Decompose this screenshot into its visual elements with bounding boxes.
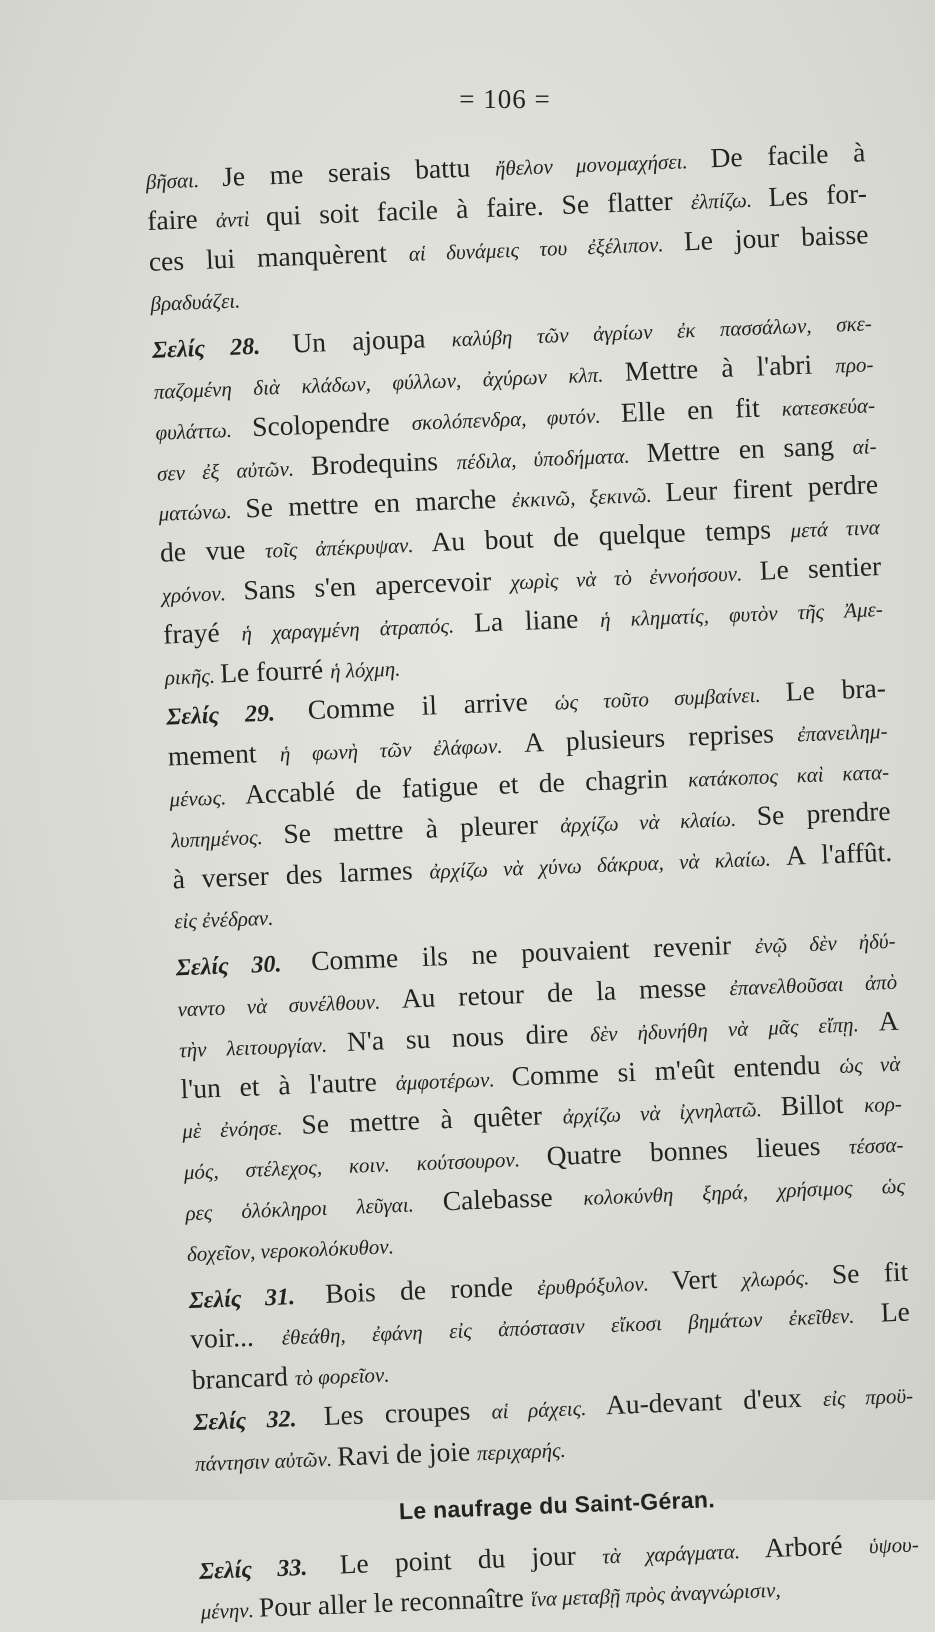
greek-translation: ἀμφοτέρων. — [395, 1066, 513, 1095]
text-line: μένην. Pour aller le reconnaître ἵνα μεταβῇ πρὸς ἀναγνώρισιν, — [200, 1577, 782, 1625]
greek-translation: ἀρχίζω νὰ ἰχνηλατῶ. — [562, 1096, 782, 1129]
greek-translation: εἰς προϋ- — [822, 1383, 914, 1411]
text-line: frayé ἡ χαραγμένη ἀτραπός. La liane ἡ κληματίς, φυτὸν τῆς Ἀμε- — [162, 596, 884, 650]
greek-translation: ἐλπίζω. — [690, 186, 769, 214]
text-line: ρικῆς. Le fourré ἡ λόχμη. — [164, 652, 401, 690]
greek-translation: μένην. — [200, 1597, 260, 1625]
text-line: Σελίς 28. Un ajoupa καλύβη τῶν ἀγρίων ἐκ πασσάλων, σκε- — [151, 311, 873, 365]
greek-translation: τέσσα- — [848, 1132, 904, 1159]
greek-translation: χωρὶς νὰ τὸ ἐννοήσουν. — [509, 560, 761, 595]
greek-translation: τὴν λειτουργίαν. — [178, 1031, 348, 1063]
greek-translation: κολοκύνθη ξηρά, χρήσιμος ὡς — [582, 1173, 906, 1210]
page-reference: Σελίς 28. — [151, 333, 261, 365]
page-reference: Σελίς 32. — [192, 1406, 298, 1436]
greek-translation: βῆσαι. — [145, 167, 223, 194]
page-number: = 106 = — [459, 84, 551, 114]
greek-translation: ἡ λόχμη. — [329, 656, 401, 683]
text-line: Σελίς 32. Les croupes αἱ ράχεις. Au-devant d'eux εἰς προϋ- — [192, 1380, 914, 1436]
text-line: μένως. Accablé de fatigue et de chagrin κατάκοπος καὶ κατα- — [169, 759, 890, 812]
greek-translation: ὡς τοῦτο συμβαίνει. — [554, 682, 787, 716]
greek-translation: ἐκκινῶ, ξεκινῶ. — [511, 482, 667, 513]
greek-translation: αἱ δυνάμεις του ἐξέλιπον. — [408, 230, 685, 266]
text-line: παζομένη διὰ κλάδων, φύλλων, ἀχύρων κλπ. Mettre à l'abri προ- — [153, 347, 874, 404]
text-line: μός, στέλεχος, κοιν. κούτσουρον. Quatre bonnes lieues τέσσα- — [183, 1128, 904, 1185]
text-line: l'un et à l'autre ἀμφοτέρων. Comme si m'eût entendu ὡς νὰ — [180, 1047, 901, 1104]
text-line: brancard τὸ φορεῖον. — [191, 1360, 390, 1396]
greek-translation: πέδιλα, ὑποδήματα. — [456, 442, 648, 474]
greek-translation: κατάκοπος καὶ κατα- — [687, 759, 890, 792]
greek-translation: παζομένη διὰ κλάδων, φύλλων, ἀχύρων κλπ. — [153, 361, 626, 404]
greek-translation: δοχεῖον, νεροκολόκυθον. — [186, 1233, 395, 1266]
greek-translation: κατεσκεύα- — [781, 392, 876, 421]
page-reference: Σελίς 33. — [198, 1554, 308, 1585]
page-reference: Σελίς 30. — [175, 951, 283, 982]
greek-translation: τὰ χαράγματα. — [601, 1537, 766, 1568]
greek-translation: ἀρχίζω νὰ χύνω δάκρυα, νὰ κλαίω. — [429, 845, 787, 884]
greek-translation: αἱ- — [852, 433, 877, 459]
text-line: Σελίς 29. Comme il arrive ὡς τοῦτο συμβαίνει. Le bra- — [165, 672, 887, 731]
greek-translation: περιχαρής. — [476, 1437, 567, 1465]
greek-translation: ἡ κληματίς, φυτὸν τῆς Ἀμε- — [599, 596, 884, 632]
greek-translation: ἡ χαραγμένη ἀτραπός. — [240, 612, 475, 646]
text-line: φυλάττω. Scolopendre σκολόπενδρα, φυτόν. Elle en fit κατεσκεύα- — [154, 390, 876, 445]
text-line: ces lui manquèrent αἱ δυνάμεις του ἐξέλιπον. Le jour baisse — [148, 217, 869, 277]
greek-translation: βραδυάζει. — [150, 288, 241, 317]
greek-translation: λυπημένος. — [170, 823, 284, 853]
greek-translation: φυλάττω. — [154, 416, 253, 445]
greek-translation: κορ- — [863, 1091, 903, 1118]
text-line: σεν ἐξ αὐτῶν. Brodequins πέδιλα, ὑποδήματα. Mettre en sang αἱ- — [156, 428, 877, 486]
greek-translation: ρικῆς. — [164, 663, 221, 690]
vocabulary-notes-block-2 — [198, 1523, 921, 1632]
text-line: à verser des larmes ἀρχίζω νὰ χύνω δάκρυα, νὰ κλαίω. A l'affût. — [171, 835, 893, 895]
page-reference: Σελίς 29. — [165, 700, 276, 731]
text-line: τὴν λειτουργίαν. N'a su nous dire δὲν ἠδυνήθη νὰ μᾶς εἴπῃ. A — [178, 1004, 900, 1063]
text-line: de vue τοῖς ἀπέκρυψαν. Au bout de quelque temps μετά τινα — [159, 512, 881, 568]
greek-translation: ἵνα μεταβῇ πρὸς ἀναγνώρισιν, — [530, 1577, 782, 1612]
greek-translation: σεν ἐξ αὐτῶν. — [156, 455, 312, 486]
greek-translation: μετά τινα — [790, 515, 881, 543]
greek-translation: ἐπανελθοῦσαι ἀπὸ — [728, 969, 898, 1001]
greek-translation: χρόνον. — [161, 580, 244, 608]
greek-translation: ἐθεάθη, ἐφάνη εἰς ἀπόστασιν εἴκοσι βημάτων ἐκεῖθεν. — [281, 1302, 882, 1350]
greek-translation: μὲ ἐνόησε. — [181, 1115, 302, 1144]
greek-translation: ἐπανειλημ- — [796, 719, 888, 747]
text-line: λυπημένος. Se mettre à pleurer ἀρχίζω νὰ κλαίω. Se prendre — [170, 794, 892, 853]
text-line: Σελίς 30. Comme ils ne pouvaient revenir ἐνῷ δὲν ἠδύ- — [175, 928, 896, 982]
greek-translation: ὑψου- — [868, 1531, 920, 1558]
greek-translation: ἀρχίζω νὰ κλαίω. — [559, 805, 758, 838]
page-reference: Σελίς 31. — [188, 1283, 296, 1314]
text-line: πάντησιν αὐτῶν. Ravi de joie περιχαρής. — [194, 1434, 567, 1476]
greek-translation: δὲν ἠδυνήθη νὰ μᾶς εἴπῃ. — [589, 1011, 880, 1047]
greek-translation: χλωρός. — [741, 1263, 833, 1292]
text-line: ρες ὁλόκληροι λεῦγαι. Calebasse κολοκύνθη ξηρά, χρήσιμος ὡς — [184, 1173, 906, 1226]
greek-translation: ἤθελον μονομαχήσει. — [494, 148, 712, 181]
greek-translation: μένως. — [169, 784, 246, 812]
greek-translation: ἐρυθρόξυλον. — [536, 1270, 673, 1300]
greek-translation: ναντο νὰ συνέλθουν. — [177, 988, 403, 1022]
greek-translation: ἡ φωνὴ τῶν ἐλάφων. — [279, 733, 525, 767]
text-line: faire ἀντὶ qui soit facile à faire. Se flatter ἐλπίζω. Les for- — [146, 177, 868, 236]
greek-translation: ματώνω. — [158, 498, 246, 527]
text-line: voir... ἐθεάθη, ἐφάνη εἰς ἀπόστασιν εἴκοσι βημάτων ἐκεῖθεν. Le — [189, 1295, 911, 1355]
greek-translation: σκολόπενδρα, φυτόν. — [411, 402, 622, 435]
greek-translation: ἐνῷ δὲν ἠδύ- — [754, 928, 896, 959]
text-block — [145, 133, 921, 1632]
text-line: Σελίς 31. Bois de ronde ἐρυθρόξυλον. Vert χλωρός. Se fit — [188, 1255, 909, 1314]
greek-translation: ἀντὶ — [215, 206, 267, 233]
greek-translation: μός, στέλεχος, κοιν. κούτσουρον. — [183, 1146, 548, 1185]
greek-translation: προ- — [834, 352, 874, 378]
greek-translation: τοῖς ἀπέκρυψαν. — [264, 532, 432, 563]
text-line: μὲ ἐνόησε. Se mettre à quêter ἀρχίζω νὰ ἰχνηλατῶ. Billot κορ- — [181, 1087, 903, 1144]
text-line: χρόνον. Sans s'en apercevoir χωρὶς νὰ τὸ ἐννοήσουν. Le sentier — [161, 550, 882, 608]
text-line: Σελίς 33. Le point du jour τὰ χαράγματα. Arboré ὑψου- — [198, 1527, 920, 1585]
text-line: mement ἡ φωνὴ τῶν ἐλάφων. A plusieurs reprises ἐπανειλημ- — [167, 716, 888, 772]
text-line: βῆσαι. Je me serais battu ἤθελον μονομαχήσει. De facile à — [145, 136, 866, 194]
text-line: ματώνω. Se mettre en marche ἐκκινῶ, ξεκινῶ. Leur firent perdre — [158, 468, 879, 527]
greek-translation: τὸ φορεῖον. — [294, 1362, 390, 1391]
greek-translation: ρες ὁλόκληροι λεῦγαι. — [184, 1191, 444, 1226]
greek-translation: εἰς ἐνέδραν. — [173, 905, 274, 934]
greek-translation: ὡς νὰ — [838, 1051, 901, 1078]
greek-translation: αἱ ράχεις. — [491, 1395, 607, 1424]
section-title: Le naufrage du Saint-Géran. — [398, 1485, 716, 1524]
vocabulary-notes-block-1 — [145, 133, 915, 1483]
greek-translation: καλύβη τῶν ἀγρίων ἐκ πασσάλων, σκε- — [451, 311, 873, 352]
greek-translation: πάντησιν αὐτῶν. — [194, 1446, 338, 1476]
text-line: ναντο νὰ συνέλθουν. Au retour de la messe ἐπανελθοῦσαι ἀπὸ — [177, 969, 898, 1022]
